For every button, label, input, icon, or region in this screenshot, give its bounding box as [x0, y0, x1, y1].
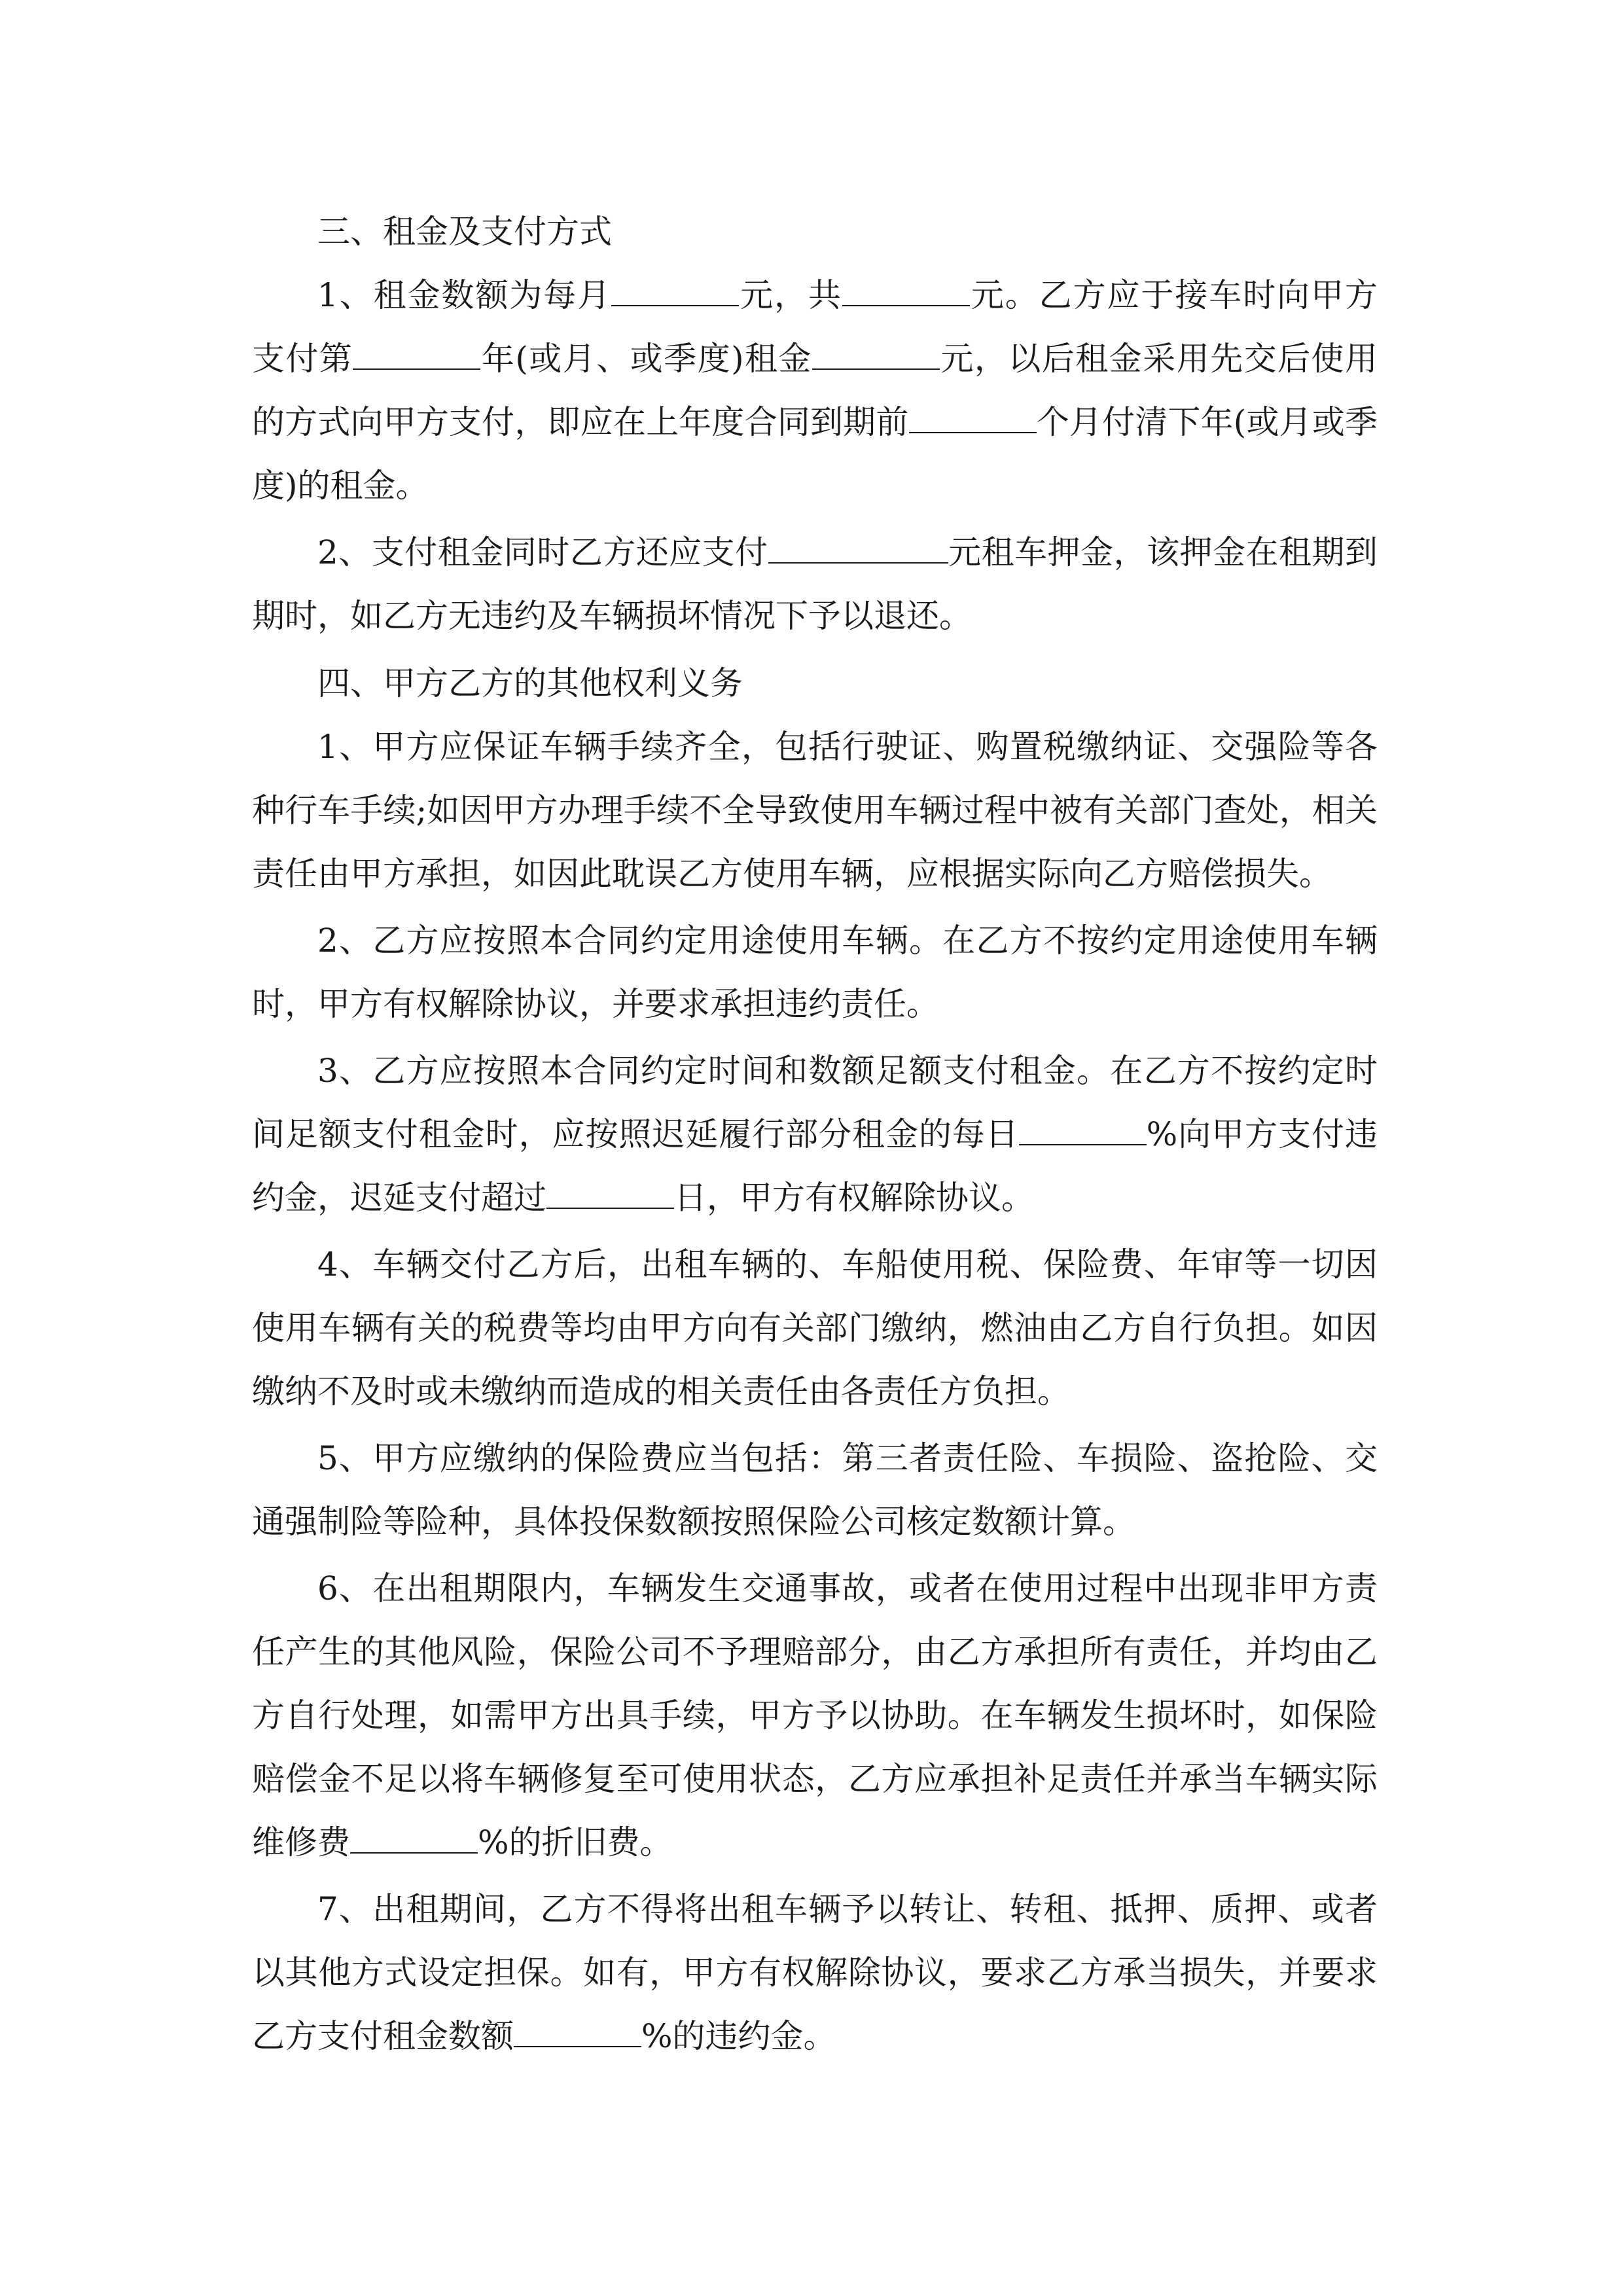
clause-text: 7、出租期间，乙方不得将出租车辆予以转让、转租、抵押、质押、或者以其他方式设定担保。如有，甲方有权解除协议，要求乙方承当损失，并要求乙方支付租金数额	[252, 1890, 1378, 2055]
clause-text: 1、租金数额为每月	[317, 276, 612, 314]
clause-text: 3、乙方应按照本合同约定时间和数额足额支付租金。在乙方不按约定时间足额支付租金时，应按照迟延履行部分租金的每日	[252, 1052, 1378, 1153]
months-before-expiry-blank	[909, 401, 1037, 434]
depreciation-rate-blank	[350, 1821, 478, 1854]
clause-4-4: 4、车辆交付乙方后，出租车辆的、车船使用税、保险费、年审等一切因使用车辆有关的税费等均由甲方向有关部门缴纳，燃油由乙方自行负担。如因缴纳不及时或未缴纳而造成的相关责任由各责任方负担。	[252, 1246, 1378, 1410]
first-period-rent-blank	[812, 338, 940, 370]
clause-3-2	[252, 521, 1378, 648]
clause-text: 元租车押金，该押金在租期到期时，如乙方无违约及车辆损坏情况下予以退还。	[252, 533, 1378, 635]
document-body	[252, 200, 1378, 2072]
clause-text: 日，甲方有权解除协议。	[674, 1179, 1034, 1217]
clause-text: 年(或月、或季度)租金	[480, 340, 812, 378]
period-number-blank	[353, 338, 480, 370]
clause-4-7	[252, 1878, 1378, 2068]
clause-text: 2、支付租金同时乙方还应支付	[317, 533, 768, 571]
monthly-rent-blank	[611, 274, 739, 307]
clause-4-1: 1、甲方应保证车辆手续齐全，包括行驶证、购置税缴纳证、交强险等各种行车手续;如因甲方办理手续不全导致使用车辆过程中被有关部门查处，相关责任由甲方承担，如因此耽误乙方使用车辆，应根据实际向乙方赔偿损失。	[252, 728, 1378, 893]
clause-4-2: 2、乙方应按照本合同约定用途使用车辆。在乙方不按约定用途使用车辆时，甲方有权解除协议，并要求承担违约责任。	[252, 922, 1378, 1023]
clause-text: 个月付清下年(或月或季度)的租金。	[252, 403, 1378, 505]
clause-text: %的违约金。	[641, 2017, 836, 2055]
overdue-days-blank	[546, 1177, 674, 1210]
clause-text: 元，共	[739, 276, 842, 314]
deposit-amount-blank	[768, 531, 948, 564]
clause-text: %的折旧费。	[478, 1823, 673, 1861]
clause-text: 元。乙方应于接车时向甲方支付第	[252, 276, 1378, 378]
clause-4-5: 5、甲方应缴纳的保险费应当包括：第三者责任险、车损险、盗抢险、交通强制险等险种，具体投保数额按照保险公司核定数额计算。	[252, 1439, 1378, 1541]
total-rent-blank	[842, 274, 970, 307]
clause-4-6	[252, 1557, 1378, 1874]
section-3-heading: 三、租金及支付方式	[317, 213, 612, 251]
clause-4-3	[252, 1039, 1378, 1230]
clause-3-1	[252, 264, 1378, 518]
daily-penalty-rate-blank	[1019, 1113, 1147, 1146]
clause-text: 6、在出租期限内，车辆发生交通事故，或者在使用过程中出现非甲方责任产生的其他风险，保险公司不予理赔部分，由乙方承担所有责任，并均由乙方自行处理，如需甲方出具手续，甲方予以协助。在车辆发生损坏时，如保险赔偿金不足以将车辆修复至可使用状态，乙方应承担补足责任并承当车辆实际维修费	[252, 1570, 1378, 1861]
clause-text: %向甲方支付违约金，迟延支付超过	[252, 1115, 1378, 1217]
penalty-rate-blank	[514, 2015, 641, 2048]
section-4-heading: 四、甲方乙方的其他权利义务	[317, 664, 743, 702]
clause-text: 元，以后租金采用先交后使用的方式向甲方支付，即应在上年度合同到期前	[252, 340, 1378, 441]
